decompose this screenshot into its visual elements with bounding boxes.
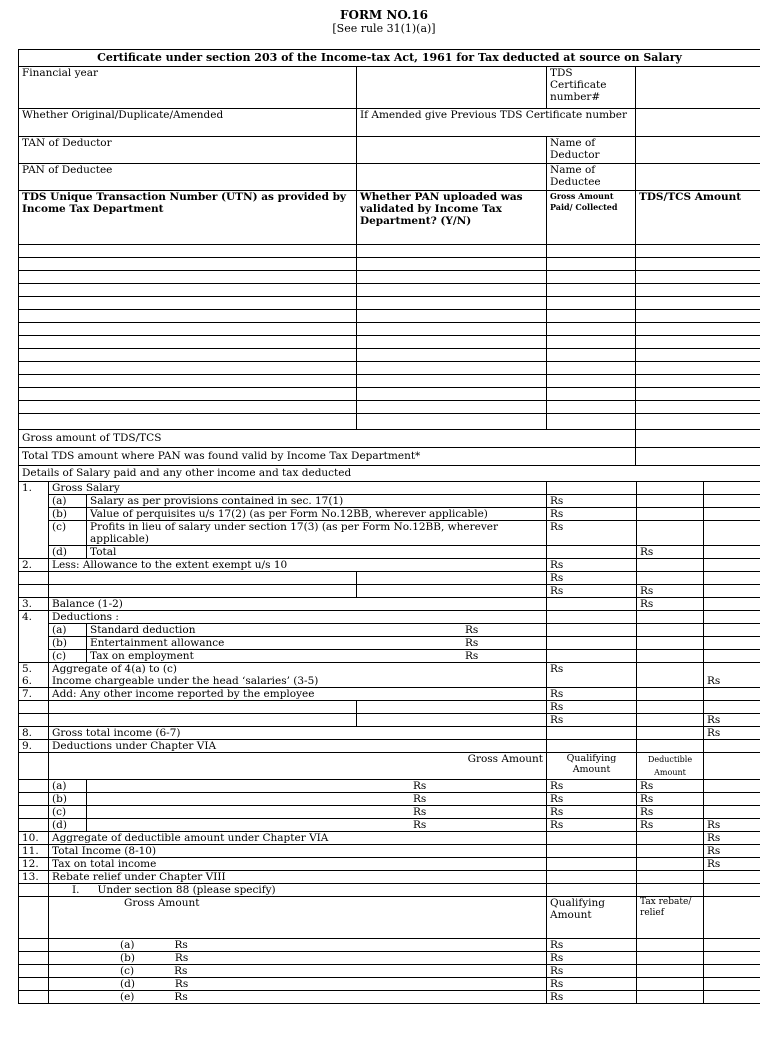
- row-2: 2. Less: Allowance to the extent exempt u/s 10 Rs: [19, 559, 761, 572]
- row-7: 7. Add: Any other income reported by the employee Rs: [19, 688, 761, 701]
- row-4: 4. Deductions :: [19, 611, 761, 624]
- row-13b: (b) Rs Rs: [19, 952, 761, 965]
- tan-label: TAN of Deductor: [19, 137, 357, 164]
- tds-amount-header: TDS/TCS Amount: [636, 191, 761, 245]
- row-4b: (b) Entertainment allowance Rs: [19, 637, 761, 650]
- gross-tds-value: [636, 430, 761, 448]
- row-9-header: Gross Amount Qualifying Amount Deductible Amount: [19, 753, 761, 780]
- row-3: 3. Balance (1-2) Rs: [19, 598, 761, 611]
- row-4a: (a) Standard deduction Rs: [19, 624, 761, 637]
- row-1b: (b) Value of perquisites u/s 17(2) (as per Form No.12BB, wherever applicable) Rs: [19, 508, 761, 521]
- row-9c: (c) Rs Rs Rs: [19, 806, 761, 819]
- pan-value: [357, 164, 547, 191]
- utn-row: [19, 349, 761, 362]
- pan-validated-header: Whether PAN uploaded was validated by Income Tax Department? (Y/N): [357, 191, 547, 245]
- utn-row: [19, 245, 761, 258]
- utn-row-last: [19, 414, 357, 430]
- row-9b: (b) Rs Rs Rs: [19, 793, 761, 806]
- gross-paid-header: Gross Amount Paid/ Collected: [547, 191, 636, 245]
- row-7-sub: Rs Rs: [19, 714, 761, 727]
- financial-year-value: [357, 67, 547, 109]
- utn-row: [19, 388, 761, 401]
- name-deductee-value: [636, 164, 761, 191]
- form-title: FORM NO.16: [339, 8, 428, 22]
- salary-table: [18, 481, 760, 1004]
- if-amended-value: [636, 109, 761, 137]
- utn-row: [19, 401, 761, 414]
- utn-header: TDS Unique Transaction Number (UTN) as provided by Income Tax Department: [19, 191, 357, 245]
- name-deductor-value: [636, 137, 761, 164]
- row-5: 5. Aggregate of 4(a) to (c) Rs: [19, 663, 761, 676]
- utn-row: [19, 284, 761, 297]
- utn-row: [19, 271, 761, 284]
- row-1: 1. Gross Salary: [19, 482, 761, 495]
- certificate-title: Certificate under section 203 of the Income-tax Act, 1961 for Tax deducted at source on Salary: [19, 50, 761, 67]
- row-7-sub: Rs: [19, 701, 761, 714]
- row-12: 12. Tax on total income Rs: [19, 858, 761, 871]
- tds-cert-no-value: [636, 67, 761, 109]
- row-10: 10. Aggregate of deductible amount under Chapter VIA Rs: [19, 832, 761, 845]
- tan-value: [357, 137, 547, 164]
- row-9d: (d) Rs Rs Rs Rs: [19, 819, 761, 832]
- original-duplicate-label: Whether Original/Duplicate/Amended: [19, 109, 357, 137]
- form-frame: [18, 49, 760, 1049]
- total-tds-valid-label: Total TDS amount where PAN was found valid by Income Tax Department*: [19, 448, 636, 466]
- row-13-i: I. Under section 88 (please specify): [19, 884, 761, 897]
- row-13d: (d) Rs Rs: [19, 978, 761, 991]
- row-13: 13. Rebate relief under Chapter VIII: [19, 871, 761, 884]
- total-tds-valid-value: [636, 448, 761, 466]
- utn-row: [19, 258, 761, 271]
- name-deductee-label: Name of Deductee: [547, 164, 636, 191]
- row-13e: (e) Rs Rs: [19, 991, 761, 1004]
- name-deductor-label: Name of Deductor: [547, 137, 636, 164]
- pan-label: PAN of Deductee: [19, 164, 357, 191]
- row-2-sub: Rs: [19, 572, 761, 585]
- gross-tds-label: Gross amount of TDS/TCS: [19, 430, 636, 448]
- row-9a: (a) Rs Rs Rs: [19, 780, 761, 793]
- row-6: 6. Income chargeable under the head ‘salaries’ (3-5) Rs: [19, 675, 761, 688]
- row-13a: (a) Rs Rs: [19, 939, 761, 952]
- row-1a: (a) Salary as per provisions contained in sec. 17(1) Rs: [19, 495, 761, 508]
- row-13c: (c) Rs Rs: [19, 965, 761, 978]
- row-9: 9. Deductions under Chapter VIA: [19, 740, 761, 753]
- form-rule: [See rule 31(1)(a)]: [332, 22, 436, 35]
- row-11: 11. Total Income (8-10) Rs: [19, 845, 761, 858]
- utn-row: [19, 297, 761, 310]
- row-1c: (c) Profits in lieu of salary under section 17(3) (as per Form No.12BB, wherever applicable) Rs: [19, 521, 761, 546]
- row-8: 8. Gross total income (6-7) Rs: [19, 727, 761, 740]
- utn-row: [19, 362, 761, 375]
- row-4c: (c) Tax on employment Rs: [19, 650, 761, 663]
- form-header: [0, 8, 768, 35]
- tds-cert-no-label: TDS Certificate number#: [547, 67, 636, 109]
- utn-row: [19, 336, 761, 349]
- row-2-sub: Rs Rs: [19, 585, 761, 598]
- certificate-table: [18, 49, 760, 482]
- utn-row: [19, 310, 761, 323]
- financial-year-label: Financial year: [19, 67, 357, 109]
- details-heading: Details of Salary paid and any other income and tax deducted: [19, 466, 761, 482]
- row-13-header: Gross Amount Qualifying Amount Tax rebate/ relief: [19, 897, 761, 939]
- utn-row: [19, 323, 761, 336]
- if-amended-label: If Amended give Previous TDS Certificate number: [357, 109, 636, 137]
- utn-row: [19, 375, 761, 388]
- row-1d: (d) Total Rs: [19, 546, 761, 559]
